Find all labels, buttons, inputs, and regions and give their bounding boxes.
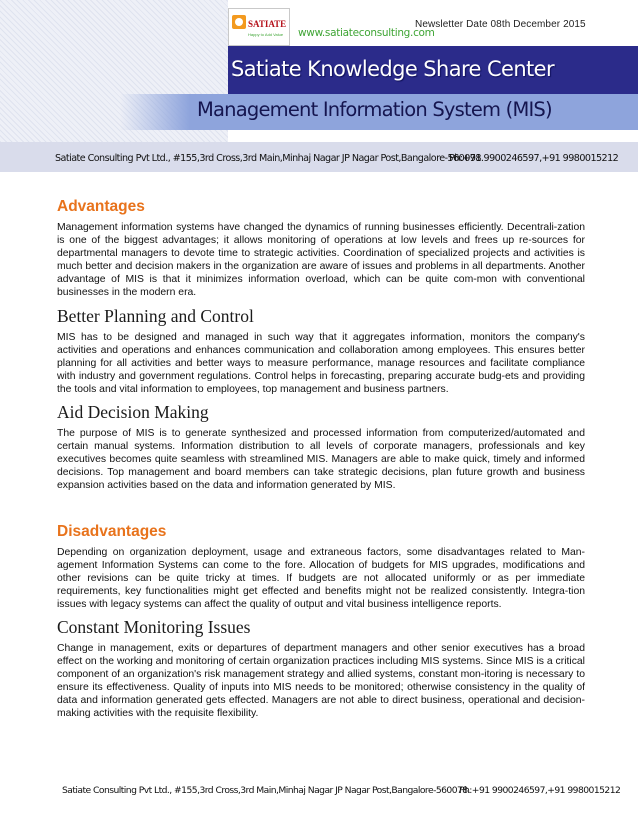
footer-address: Satiate Consulting Pvt Ltd., #155,3rd Cross,3rd Main,Minhaj Nagar JP Nagar Post,Bangalore-560078. xyxy=(62,785,470,796)
section-heading: Constant Monitoring Issues xyxy=(57,616,251,637)
header-phone: Ph:+91 9900246597,+91 9980015212 xyxy=(449,153,619,164)
section-paragraph: Management information systems have changed the dynamics of running businesses efficiently. Decentrali-zation is one of the biggest advantages; it allows monitoring of operations at low levels and frees up re-sources for departmental managers to devote time to strategic activities. Coordination of specialized projects and activities is much better and decision makers in the organization are aware of issues and problems in all departments. Another advantage of MIS is that it minimizes information overload, which can be quite com-mon with conventional businesses in the modern era. xyxy=(57,222,585,299)
section-disadvantages xyxy=(57,523,585,611)
company-logo xyxy=(228,8,290,46)
section-heading: Better Planning and Control xyxy=(57,305,254,326)
logo-wordmark: SATIATE xyxy=(248,19,287,29)
section-spacer xyxy=(57,493,585,515)
header-address: Satiate Consulting Pvt Ltd., #155,3rd Cross,3rd Main,Minhaj Nagar JP Nagar Post,Bangalore-560078. xyxy=(55,153,484,164)
knowledge-center-title: Satiate Knowledge Share Center xyxy=(231,57,555,81)
website-link[interactable]: www.satiateconsulting.com xyxy=(298,27,435,39)
section-aid-decision xyxy=(57,402,585,492)
section-heading: Aid Decision Making xyxy=(57,402,209,423)
logo-tagline: Happy to Add Value xyxy=(248,32,284,37)
section-heading: Advantages xyxy=(57,198,145,215)
newsletter-date: Newsletter Date 08th December 2015 xyxy=(415,19,586,30)
section-paragraph: Change in management, exits or departures of department managers and other senior executives has a broad effect on the working and monitoring of certain organization practices including MIS systems. Since MIS is a critical component of an organization's risk management strategy and allied systems, constant mon-itoring is necessary to ensure its effectiveness. Quality of inputs into MIS needs to be monitored; otherwise consistency in the quality of data and information generated gets effected. Managers are not able to direct business, operational and decision-making activities with the requisite flexibility. xyxy=(57,642,585,720)
newsletter-header xyxy=(0,0,638,180)
satiate-logo-icon xyxy=(229,9,289,45)
section-constant-monitoring xyxy=(57,617,585,721)
section-better-planning xyxy=(57,306,585,396)
section-paragraph: Depending on organization deployment, usage and extraneous factors, some disadvantages related to Man-agement Information Systems can come to the fore. Allocation of budgets for MIS upgrades, modifications and other revisions can be quite tricky at times. If budgets are not allocated uniformly or as per immediate requirements, key functionalities might get effected and benefits might not be realized consistently. Integra-tion issues with legacy systems can affect the quality of output and vital business intelligence reports. xyxy=(57,546,585,610)
page-title: Management Information System (MIS) xyxy=(197,98,552,121)
section-advantages xyxy=(57,198,585,300)
title-band-fade xyxy=(120,94,190,130)
section-paragraph: MIS has to be designed and managed in such way that it aggregates information, monitors the company's activities and operations and enhances communication and collaboration among employees. This ensures better planning for all activities and better ways to measure performance, manage resources and facilitate compliance with industry and government regulations. Control helps in forecasting, preparing accurate budg-ets and providing the tools and vital information to employees, top management and business partners. xyxy=(57,331,585,395)
section-heading: Disadvantages xyxy=(57,522,167,540)
section-paragraph: The purpose of MIS is to generate synthesized and processed information from computerized/automated and certain manual systems. Information distribution to all levels of corporate managers, professionals and key executives becomes quite seamless with streamlined MIS. Managers are able to make quick, timely and informed decisions. Top management and board members can take strategic decisions, plan future growth and business expansion activities based on the data and information generated by MIS. xyxy=(57,428,585,492)
article-body xyxy=(57,190,585,721)
footer-phone: Ph:+91 9900246597,+91 9980015212 xyxy=(459,785,621,796)
